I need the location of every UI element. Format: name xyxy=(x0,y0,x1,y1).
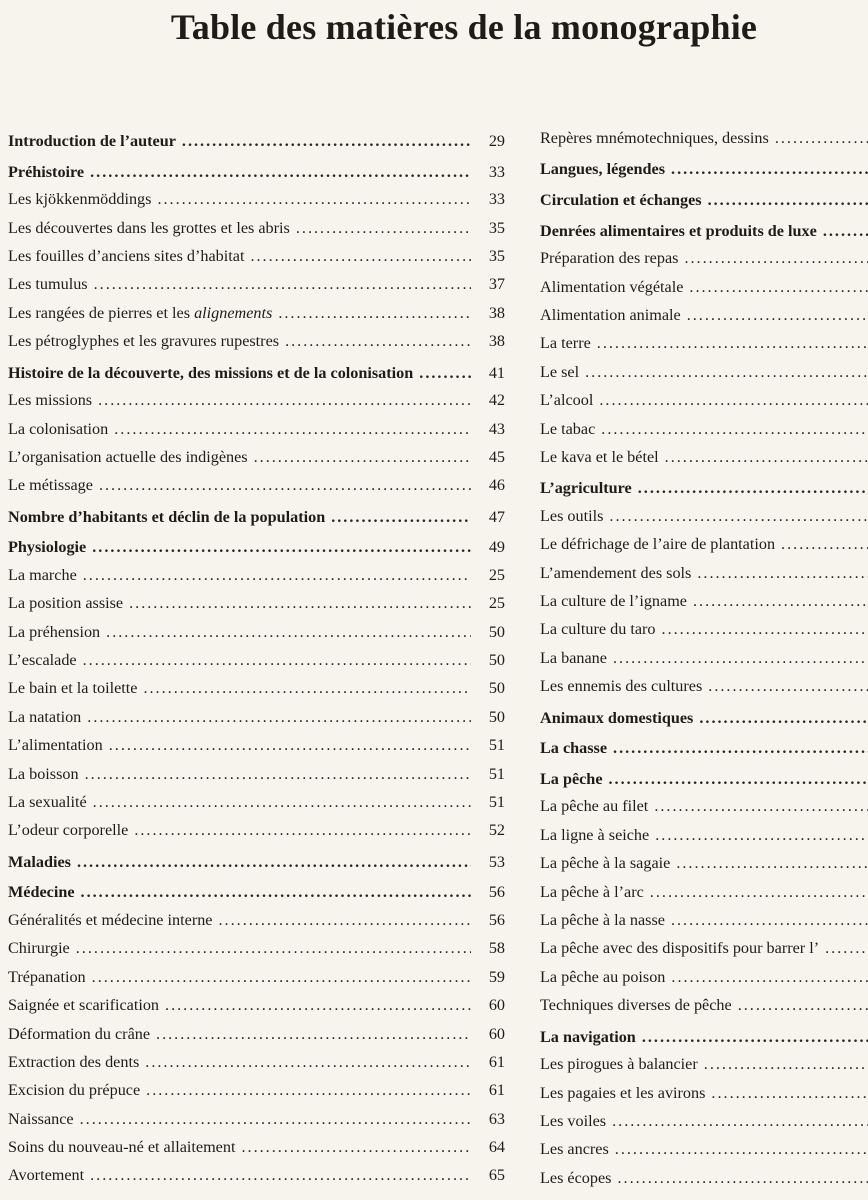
toc-entry-label: Les kjökkenmöddings xyxy=(8,190,152,209)
toc-entry xyxy=(8,561,505,589)
toc-entry xyxy=(8,760,505,788)
toc-entry xyxy=(540,792,868,820)
toc-entry xyxy=(540,530,868,558)
toc-entry xyxy=(540,587,868,615)
dot-leader xyxy=(671,963,868,991)
toc-page-number: 65 xyxy=(488,1166,505,1185)
dot-leader xyxy=(823,214,868,248)
toc-entry-label: Nombre d’habitants et déclin de la population xyxy=(8,507,326,526)
dot-leader xyxy=(143,674,471,702)
toc-page-number: 33 xyxy=(488,190,505,209)
toc-section-heading xyxy=(8,500,505,531)
toc-entry-label: Denrées alimentaires et produits de luxe xyxy=(540,221,817,240)
toc-page-number: 41 xyxy=(488,363,505,382)
dot-leader xyxy=(98,386,471,414)
toc-entry-label: La culture du taro xyxy=(540,620,656,639)
toc-entry-label: Les ennemis des cultures xyxy=(540,677,703,696)
dot-leader xyxy=(775,124,868,152)
dot-leader xyxy=(671,906,868,934)
toc-entry xyxy=(540,1164,868,1192)
dot-leader xyxy=(689,273,868,301)
toc-entry-label: Les tumulus xyxy=(8,275,88,294)
toc-entry-label: Médecine xyxy=(8,883,75,902)
toc-entry xyxy=(540,415,868,443)
dot-leader xyxy=(93,788,471,816)
toc-entry xyxy=(8,471,505,499)
toc-entry xyxy=(540,878,868,906)
toc-entry xyxy=(8,934,505,962)
toc-entry xyxy=(8,589,505,617)
dot-leader xyxy=(219,906,472,934)
toc-entry xyxy=(540,991,868,1019)
dot-leader xyxy=(182,124,471,158)
dot-leader xyxy=(671,152,868,186)
toc-entry-label: La colonisation xyxy=(8,419,109,438)
dot-leader xyxy=(129,589,471,617)
dot-leader xyxy=(419,356,471,390)
toc-entry-label: La pêche à la nasse xyxy=(540,910,665,929)
toc-entry xyxy=(8,443,505,471)
dot-leader xyxy=(254,443,471,471)
dot-leader xyxy=(250,242,471,270)
toc-page-number: 50 xyxy=(488,679,505,698)
toc-section-heading xyxy=(540,471,868,502)
dot-leader xyxy=(285,327,471,355)
toc-entry-label: L’amendement des sols xyxy=(540,563,692,582)
dot-leader xyxy=(92,963,471,991)
toc-entry-label: La pêche à l’arc xyxy=(540,882,644,901)
dot-leader xyxy=(146,1076,471,1104)
dot-leader xyxy=(99,471,471,499)
toc-page-number: 50 xyxy=(488,707,505,726)
toc-page-number: 61 xyxy=(488,1081,505,1100)
toc-entry xyxy=(540,1135,868,1163)
toc-entry xyxy=(540,644,868,672)
toc-left-column xyxy=(8,124,505,1190)
toc-entry xyxy=(540,615,868,643)
dot-leader xyxy=(156,1020,471,1048)
dot-leader xyxy=(662,615,868,643)
dot-leader xyxy=(134,816,471,844)
toc-page-number: 47 xyxy=(488,507,505,526)
toc-entry xyxy=(540,358,868,386)
toc-entry-label: La sexualité xyxy=(8,793,87,811)
toc-entry-label: Le défrichage de l’aire de plantation xyxy=(540,535,776,554)
toc-page-number: 60 xyxy=(488,996,505,1015)
toc-entry xyxy=(8,674,505,702)
toc-entry xyxy=(540,244,868,272)
dot-leader xyxy=(109,731,471,759)
toc-entry xyxy=(8,1105,505,1133)
toc-entry-label: Les rangées de pierres et les alignements xyxy=(8,303,273,322)
toc-entry xyxy=(8,618,505,646)
toc-page-number: 38 xyxy=(488,303,505,322)
dot-leader xyxy=(85,760,471,788)
toc-entry-label: L’alimentation xyxy=(8,736,103,755)
toc-entry-label: L’agriculture xyxy=(540,479,632,498)
dot-leader xyxy=(693,587,868,615)
toc-section-heading xyxy=(540,214,868,245)
toc-entry xyxy=(540,273,868,301)
toc-entry-label: Histoire de la découverte, des missions et de la colonisation xyxy=(8,363,414,382)
dot-leader xyxy=(106,618,471,646)
toc-entry xyxy=(540,821,868,849)
toc-page-number: 29 xyxy=(488,132,505,150)
toc-entry-label: L’alcool xyxy=(540,391,594,410)
toc-entry-label: Soins du nouveau-né et allaitement xyxy=(8,1138,236,1157)
dot-leader xyxy=(241,1133,471,1161)
dot-leader xyxy=(711,1079,868,1107)
toc-entry xyxy=(8,214,505,242)
toc-section-heading xyxy=(8,875,505,906)
toc-entry-label: Maladies xyxy=(8,852,71,871)
toc-entry-label: L’odeur corporelle xyxy=(8,821,129,840)
toc-entry xyxy=(540,1107,868,1135)
toc-entry-label: Les découvertes dans les grottes et les abris xyxy=(8,218,290,237)
toc-entry-label: Le sel xyxy=(540,362,580,381)
toc-entry-label: Déformation du crâne xyxy=(8,1024,151,1043)
dot-leader xyxy=(615,1135,868,1163)
dot-leader xyxy=(687,301,868,329)
toc-entry-label: Les missions xyxy=(8,391,93,410)
toc-page-number: 56 xyxy=(488,910,505,929)
toc-entry-label: Naissance xyxy=(8,1109,74,1128)
toc-entry-label: Les pirogues à balancier xyxy=(540,1055,698,1074)
dot-leader xyxy=(642,1020,868,1054)
toc-section-heading xyxy=(8,845,505,876)
toc-entry xyxy=(540,906,868,934)
dot-leader xyxy=(676,849,868,877)
dot-leader xyxy=(650,878,868,906)
toc-entry-label: La boisson xyxy=(8,764,79,783)
toc-entry-label: La position assise xyxy=(8,594,124,613)
toc-page-number: 63 xyxy=(488,1109,505,1128)
toc-entry-label: Préparation des repas xyxy=(540,249,679,268)
dot-leader xyxy=(612,1107,868,1135)
toc-entry xyxy=(8,1020,505,1048)
toc-entry xyxy=(8,731,505,759)
toc-right-column xyxy=(540,124,868,1192)
toc-entry xyxy=(8,415,505,443)
dot-leader xyxy=(609,502,868,530)
toc-entry-label: Excision du prépuce xyxy=(8,1081,141,1100)
toc-entry xyxy=(540,301,868,329)
toc-entry-label: Les pétroglyphes et les gravures rupestres xyxy=(8,332,280,351)
toc-entry-label: Les fouilles d’anciens sites d’habitat xyxy=(8,246,245,265)
toc-entry-label: Saignée et scarification xyxy=(8,996,160,1015)
toc-entry-label: Les pagaies et les avirons xyxy=(540,1083,706,1102)
dot-leader xyxy=(90,1161,471,1189)
toc-entry-label: Généralités et médecine interne xyxy=(8,910,213,929)
dot-leader xyxy=(597,329,868,357)
dot-leader xyxy=(601,415,868,443)
toc-page-number: 51 xyxy=(488,764,505,783)
toc-entry-label: Le kava et le bétel xyxy=(540,447,659,466)
toc-entry xyxy=(8,299,505,327)
toc-entry-label: La terre xyxy=(540,334,591,353)
dot-leader xyxy=(585,358,868,386)
dot-leader xyxy=(599,386,868,414)
toc-page-number: 51 xyxy=(488,793,505,811)
toc-entry-label: La banane xyxy=(540,648,607,667)
dot-leader xyxy=(92,530,471,564)
page-title: Table des matières de la monographie xyxy=(170,7,758,47)
toc-entry xyxy=(8,242,505,270)
dot-leader xyxy=(157,185,471,213)
toc-section-heading xyxy=(540,731,868,762)
toc-page-number: 50 xyxy=(488,622,505,641)
toc-entry xyxy=(8,185,505,213)
toc-entry-label: Chirurgie xyxy=(8,939,70,958)
toc-entry xyxy=(540,934,868,962)
toc-entry-label: Techniques diverses de pêche xyxy=(540,996,732,1015)
dot-leader xyxy=(609,762,868,796)
toc-entry xyxy=(540,502,868,530)
toc-entry xyxy=(540,963,868,991)
toc-entry-label: Animaux domestiques xyxy=(540,708,694,727)
toc-page-number: 56 xyxy=(488,883,505,902)
toc-entry xyxy=(8,327,505,355)
toc-entry xyxy=(540,559,868,587)
dot-leader xyxy=(87,703,471,731)
toc-entry xyxy=(8,1161,505,1189)
toc-section-heading xyxy=(540,701,868,732)
toc-entry xyxy=(8,1048,505,1076)
toc-entry-label: Circulation et échanges xyxy=(540,190,702,209)
toc-page-number: 64 xyxy=(488,1138,505,1157)
toc-entry xyxy=(540,1079,868,1107)
dot-leader xyxy=(655,821,868,849)
dot-leader xyxy=(654,792,868,820)
dot-leader xyxy=(77,845,471,879)
toc-entry-label: Alimentation animale xyxy=(540,305,681,324)
toc-page-number: 49 xyxy=(488,538,505,557)
toc-entry xyxy=(8,788,505,816)
dot-leader xyxy=(684,244,868,272)
toc-entry-label: La culture de l’igname xyxy=(540,592,687,611)
toc-section-heading xyxy=(8,530,505,561)
toc-page-number: 53 xyxy=(488,852,505,871)
toc-entry-label: Introduction de l’auteur xyxy=(8,132,176,150)
dot-leader xyxy=(76,934,471,962)
dot-leader xyxy=(781,530,868,558)
toc-page-number: 45 xyxy=(488,447,505,466)
toc-entry xyxy=(540,849,868,877)
toc-entry xyxy=(540,443,868,471)
toc-entry-label: Repères mnémotechniques, dessins xyxy=(540,129,769,147)
toc-entry-label: Les ancres xyxy=(540,1140,609,1159)
dot-leader xyxy=(278,299,471,327)
toc-entry-label: Avortement xyxy=(8,1166,85,1185)
toc-entry-label: La pêche au poison xyxy=(540,967,666,986)
toc-entry-label: La pêche avec des dispositifs pour barrer l’ xyxy=(540,939,820,958)
toc-entry-label: Extraction des dents xyxy=(8,1052,140,1071)
toc-page-number: 58 xyxy=(488,939,505,958)
toc-entry-label: L’escalade xyxy=(8,651,77,670)
toc-page-number: 46 xyxy=(488,476,505,495)
toc-entry xyxy=(8,906,505,934)
toc-page-number: 61 xyxy=(488,1052,505,1071)
toc-page-number: 33 xyxy=(488,162,505,181)
dot-leader xyxy=(94,270,471,298)
toc-entry-label: Le métissage xyxy=(8,476,93,495)
toc-page-number: 50 xyxy=(488,651,505,670)
toc-entry xyxy=(540,672,868,700)
dot-leader xyxy=(738,991,868,1019)
toc-entry-label: Les écopes xyxy=(540,1168,612,1187)
toc-entry xyxy=(540,1050,868,1078)
toc-entry-label: Le tabac xyxy=(540,419,596,438)
toc-page-number: 38 xyxy=(488,332,505,351)
toc-section-heading xyxy=(540,183,868,214)
dot-leader xyxy=(165,991,471,1019)
toc-entry-label: L’organisation actuelle des indigènes xyxy=(8,447,248,466)
dot-leader xyxy=(708,672,868,700)
toc-entry xyxy=(8,991,505,1019)
dot-leader xyxy=(80,1105,471,1133)
toc-page-number: 25 xyxy=(488,565,505,584)
toc-section-heading xyxy=(540,152,868,183)
toc-entry xyxy=(8,270,505,298)
toc-page-number: 43 xyxy=(488,419,505,438)
dot-leader xyxy=(638,471,868,505)
toc-page-number: 59 xyxy=(488,967,505,986)
dot-leader xyxy=(114,415,471,443)
dot-leader xyxy=(331,500,471,534)
toc-entry xyxy=(8,646,505,674)
toc-entry-label: Langues, légendes xyxy=(540,160,666,179)
toc-entry-label: La préhension xyxy=(8,622,101,641)
toc-entry-label: Trépanation xyxy=(8,967,86,986)
toc-page-number: 25 xyxy=(488,594,505,613)
dot-leader xyxy=(699,701,868,735)
toc-entry xyxy=(8,816,505,844)
dot-leader xyxy=(613,644,868,672)
toc-entry xyxy=(540,124,868,152)
dot-leader xyxy=(296,214,471,242)
toc-entry-label: Préhistoire xyxy=(8,162,85,181)
toc-entry xyxy=(8,386,505,414)
toc-section-heading xyxy=(540,762,868,793)
dot-leader xyxy=(697,559,868,587)
dot-leader xyxy=(83,561,471,589)
toc-page-number: 37 xyxy=(488,275,505,294)
toc-page-number: 35 xyxy=(488,246,505,265)
dot-leader xyxy=(90,155,471,189)
toc-entry-label: Les voiles xyxy=(540,1111,607,1130)
toc-page-number: 35 xyxy=(488,218,505,237)
dot-leader xyxy=(704,1050,868,1078)
toc-entry-label: La ligne à seiche xyxy=(540,825,650,844)
dot-leader xyxy=(613,731,868,765)
toc-entry xyxy=(8,1076,505,1104)
dot-leader xyxy=(617,1164,868,1192)
toc-entry-label: La chasse xyxy=(540,739,608,758)
dot-leader xyxy=(708,183,868,217)
toc-entry xyxy=(8,963,505,991)
toc-entry-label: Le bain et la toilette xyxy=(8,679,138,698)
toc-section-heading xyxy=(8,155,505,186)
toc-entry-label: La pêche xyxy=(540,769,603,788)
toc-section-heading xyxy=(8,124,505,155)
dot-leader xyxy=(81,875,471,909)
toc-entry xyxy=(540,329,868,357)
toc-page-number: 60 xyxy=(488,1024,505,1043)
toc-entry-label: Physiologie xyxy=(8,538,87,557)
toc-entry-label: Alimentation végétale xyxy=(540,277,684,296)
toc-section-heading xyxy=(8,356,505,387)
toc-page-number: 42 xyxy=(488,391,505,410)
toc-entry xyxy=(540,386,868,414)
dot-leader xyxy=(145,1048,471,1076)
toc-section-heading xyxy=(540,1020,868,1051)
toc-entry-label: La marche xyxy=(8,565,77,584)
dot-leader xyxy=(825,934,868,962)
toc-page-number: 51 xyxy=(488,736,505,755)
toc-page-number: 52 xyxy=(488,821,505,840)
toc-entry-label: La navigation xyxy=(540,1027,636,1046)
toc-entry-label: La natation xyxy=(8,707,82,726)
dot-leader xyxy=(83,646,471,674)
dot-leader xyxy=(665,443,868,471)
toc-entry xyxy=(8,703,505,731)
toc-entry xyxy=(8,1133,505,1161)
toc-entry-label: Les outils xyxy=(540,506,604,525)
toc-entry-label: La pêche au filet xyxy=(540,797,649,816)
toc-entry-label: La pêche à la sagaie xyxy=(540,854,671,873)
